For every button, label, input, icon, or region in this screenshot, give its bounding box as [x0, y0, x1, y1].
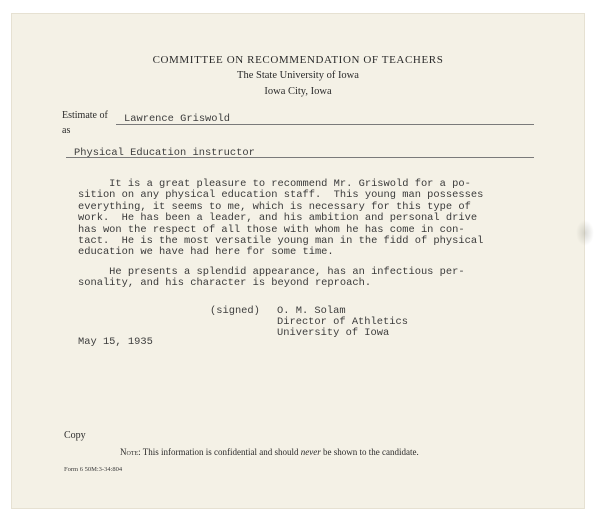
position-title: Physical Education instructor [74, 147, 255, 159]
copy-label: Copy [64, 430, 86, 441]
recommendation-paragraph-1 [78, 179, 483, 259]
document-page [12, 14, 584, 508]
candidate-name: Lawrence Griswold [124, 113, 231, 125]
paragraph-1-line: sition on any physical education staff. This young man possesses [78, 189, 484, 202]
paragraph-1-line: tact. He is the most versatile young man in the fidd of physical [78, 235, 484, 248]
paragraph-1-line: everything, it seems to me, which is necessary for this type of [78, 200, 471, 213]
signer-name: O. M. Solam [277, 305, 346, 317]
note-prefix: Note: [120, 447, 141, 457]
paragraph-1-line: education we have had here for some time. [78, 246, 334, 259]
paragraph-2-line: He presents a splendid appearance, has an infectious per- [78, 266, 465, 278]
university-location: Iowa City, Iowa [264, 86, 332, 97]
recommendation-paragraph-2 [78, 267, 465, 290]
form-number: Form 6 50M:3-34:804 [64, 466, 123, 473]
committee-title: COMMITTEE ON RECOMMENDATION OF TEACHERS [152, 54, 444, 66]
note-text-after: be shown to the candidate. [320, 447, 419, 457]
paper-smudge [576, 220, 594, 246]
estimate-of-label: Estimate of [62, 110, 108, 121]
paragraph-1-line: work. He has been a leader, and his ambition and personal drive [78, 212, 478, 225]
note-emphasis: never [300, 447, 321, 457]
university-name: The State University of Iowa [237, 70, 359, 81]
paragraph-1-line: has won the respect of all those with whom he has come in con- [78, 223, 465, 236]
confidentiality-note [120, 447, 419, 457]
note-text-before: This information is confidential and should [140, 447, 301, 457]
signer-title: Director of Athletics [277, 316, 408, 328]
letter-date: May 15, 1935 [78, 336, 153, 348]
signed-label: (signed) [210, 305, 260, 317]
signer-institution: University of Iowa [277, 327, 390, 339]
paragraph-2-line: sonality, and his character is beyond reproach. [78, 277, 372, 290]
as-label: as [62, 125, 71, 136]
paragraph-1-line: It is a great pleasure to recommend Mr. Griswold for a po- [78, 178, 471, 190]
